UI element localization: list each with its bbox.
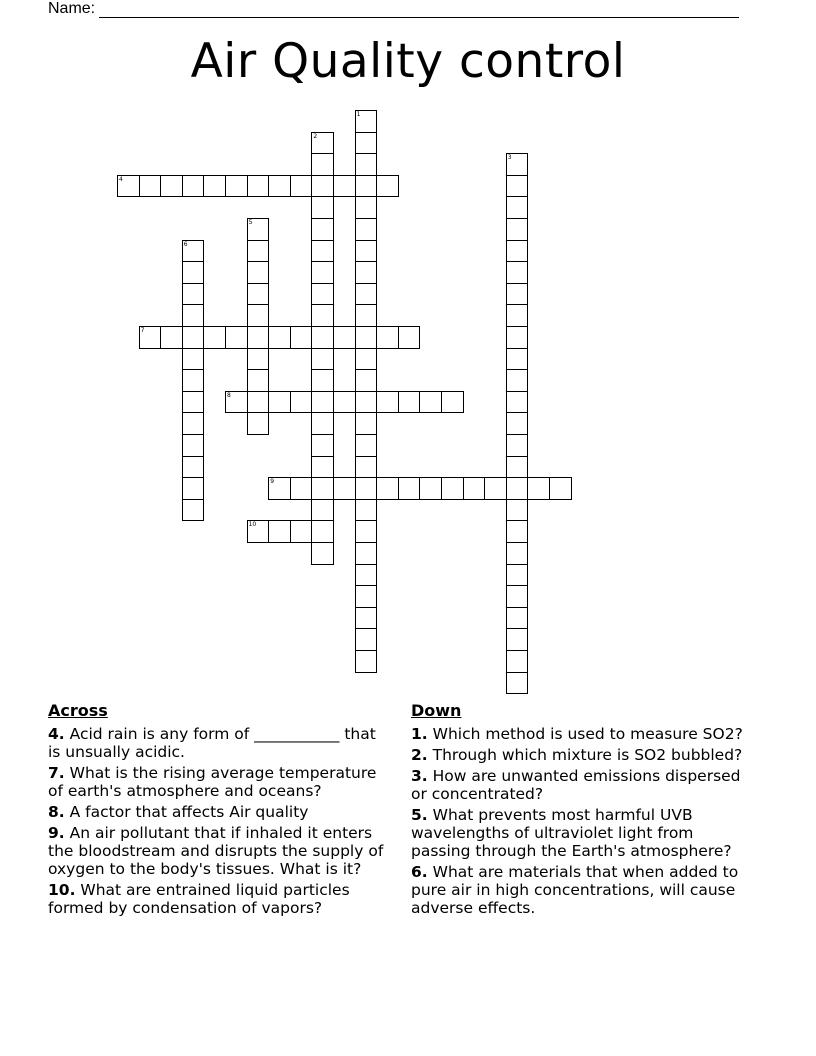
grid-cell[interactable] (139, 175, 162, 198)
grid-cell[interactable] (355, 175, 378, 198)
grid-cell[interactable] (333, 391, 356, 414)
grid-cell[interactable] (182, 283, 205, 306)
grid-cell[interactable] (484, 477, 507, 500)
grid-cell[interactable] (182, 240, 205, 263)
grid-cell[interactable] (506, 456, 529, 479)
grid-cell[interactable] (506, 520, 529, 543)
grid-cell[interactable] (268, 520, 291, 543)
grid-cell[interactable] (311, 218, 334, 241)
grid-cell[interactable] (419, 391, 442, 414)
grid-cell[interactable] (506, 628, 529, 651)
name-label: Name: (48, 0, 96, 17)
grid-cell[interactable] (311, 132, 334, 155)
page-title: Air Quality control (190, 34, 626, 89)
grid-cell[interactable] (506, 585, 529, 608)
grid-cell[interactable] (506, 477, 529, 500)
clue-number: 2 (313, 132, 318, 140)
grid-cell[interactable] (182, 477, 205, 500)
grid-cell[interactable] (268, 477, 291, 500)
grid-cell[interactable] (311, 261, 334, 284)
grid-cell[interactable] (225, 326, 248, 349)
grid-cell[interactable] (398, 477, 421, 500)
grid-cell[interactable] (355, 304, 378, 327)
grid-cell[interactable] (506, 175, 529, 198)
grid-cell[interactable] (182, 391, 205, 414)
grid-cell[interactable] (247, 304, 270, 327)
grid-cell[interactable] (182, 326, 205, 349)
grid-cell[interactable] (311, 304, 334, 327)
grid-cell[interactable] (355, 412, 378, 435)
grid-cell[interactable] (355, 520, 378, 543)
clue-number: 6 (183, 240, 188, 248)
grid-cell[interactable] (311, 456, 334, 479)
grid-cell[interactable] (355, 391, 378, 414)
clue-across-8: 8. A factor that affects Air quality (48, 803, 309, 821)
across-heading: Across (48, 701, 108, 720)
grid-cell[interactable] (311, 499, 334, 522)
grid-cell[interactable] (290, 477, 313, 500)
grid-cell[interactable] (419, 477, 442, 500)
grid-cell[interactable] (355, 369, 378, 392)
grid-cell[interactable] (506, 542, 529, 565)
grid-cell[interactable] (247, 520, 270, 543)
grid-cell[interactable] (506, 672, 529, 695)
grid-cell[interactable] (506, 434, 529, 457)
grid-cell[interactable] (506, 564, 529, 587)
grid-cell[interactable] (182, 412, 205, 435)
grid-cell[interactable] (355, 499, 378, 522)
grid-cell[interactable] (311, 520, 334, 543)
grid-cell[interactable] (311, 153, 334, 176)
grid-cell[interactable] (506, 499, 529, 522)
clue-number: 3 (507, 154, 512, 162)
grid-cell[interactable] (506, 391, 529, 414)
grid-cell[interactable] (463, 477, 486, 500)
grid-cell[interactable] (355, 132, 378, 155)
grid-cell[interactable] (506, 304, 529, 327)
grid-cell[interactable] (311, 369, 334, 392)
grid-cell[interactable] (355, 196, 378, 219)
grid-cell[interactable] (376, 391, 399, 414)
grid-cell[interactable] (311, 283, 334, 306)
clue-number: 4 (119, 175, 123, 183)
grid-cell[interactable] (225, 391, 248, 414)
grid-cell[interactable] (355, 218, 378, 241)
clue-number: 7 (140, 327, 145, 334)
grid-cell[interactable] (311, 196, 334, 219)
grid-cell[interactable] (225, 175, 248, 198)
clue-number: 10 (248, 521, 257, 529)
clue-number: 5 (248, 219, 253, 226)
grid-cell[interactable] (355, 650, 378, 673)
grid-cell[interactable] (506, 412, 529, 435)
grid-cell[interactable] (311, 412, 334, 435)
grid-cell[interactable] (268, 175, 291, 198)
grid-cell[interactable] (506, 369, 529, 392)
grid-cell[interactable] (247, 369, 270, 392)
grid-cell[interactable] (247, 240, 270, 263)
grid-cell[interactable] (247, 412, 270, 435)
grid-cell[interactable] (506, 240, 529, 263)
grid-cell[interactable] (182, 304, 205, 327)
clue-number: 1 (356, 111, 361, 118)
grid-cell[interactable] (355, 607, 378, 630)
grid-cell[interactable] (376, 326, 399, 349)
grid-cell[interactable] (311, 391, 334, 414)
grid-cell[interactable] (355, 348, 378, 371)
grid-cell[interactable] (182, 348, 205, 371)
grid-cell[interactable] (268, 326, 291, 349)
grid-cell[interactable] (506, 348, 529, 371)
grid-cell[interactable] (182, 499, 205, 522)
grid-cell[interactable] (247, 218, 270, 241)
clue-down-1: 1. Which method is used to measure SO2? (411, 725, 743, 743)
grid-cell[interactable] (203, 326, 226, 349)
grid-cell[interactable] (203, 175, 226, 198)
down-heading: Down (411, 701, 462, 720)
across-clues (48, 701, 388, 920)
grid-cell[interactable] (355, 153, 378, 176)
grid-cell[interactable] (506, 218, 529, 241)
grid-cell[interactable] (355, 283, 378, 306)
grid-cell[interactable] (333, 175, 356, 198)
grid-cell[interactable] (441, 477, 464, 500)
grid-cell[interactable] (355, 542, 378, 565)
grid-cell[interactable] (527, 477, 550, 500)
grid-cell[interactable] (311, 326, 334, 349)
grid-cell[interactable] (506, 261, 529, 284)
clue-number: 9 (270, 478, 275, 486)
grid-cell[interactable] (355, 628, 378, 651)
clue-across-9: 9. An air pollutant that if inhaled it enters the bloodstream and disrupts the supply of oxygen to the body's tissues. What is it? (48, 824, 384, 878)
grid-cell[interactable] (182, 261, 205, 284)
clue-down-5: 5. What prevents most harmful UVB wavelengths of ultraviolet light from passing through the Earth's atmosphere? (411, 806, 732, 860)
grid-cell[interactable] (376, 477, 399, 500)
grid-cell[interactable] (398, 326, 421, 349)
grid-cell[interactable] (139, 326, 162, 349)
grid-cell[interactable] (355, 456, 378, 479)
grid-cell[interactable] (311, 477, 334, 500)
clue-down-2: 2. Through which mixture is SO2 bubbled? (411, 746, 743, 764)
grid-cell[interactable] (247, 175, 270, 198)
grid-cell[interactable] (290, 175, 313, 198)
down-clues (411, 701, 751, 920)
grid-cell[interactable] (182, 434, 205, 457)
grid-cell[interactable] (506, 196, 529, 219)
grid-cell[interactable] (506, 283, 529, 306)
grid-cell[interactable] (355, 564, 378, 587)
grid-cell[interactable] (182, 456, 205, 479)
clue-across-7: 7. What is the rising average temperature of earth's atmosphere and oceans? (48, 764, 377, 800)
clue-down-6: 6. What are materials that when added to pure air in high concentrations, will cause adverse effects. (411, 863, 739, 917)
clue-number: 8 (227, 391, 231, 399)
clue-across-10: 10. What are entrained liquid particles formed by condensation of vapors? (48, 881, 350, 917)
grid-cell[interactable] (398, 391, 421, 414)
grid-cell[interactable] (506, 607, 529, 630)
grid-cell[interactable] (160, 175, 183, 198)
grid-cell[interactable] (355, 477, 378, 500)
grid-cell[interactable] (355, 434, 378, 457)
grid-cell[interactable] (311, 434, 334, 457)
grid-cell[interactable] (247, 326, 270, 349)
grid-cell[interactable] (290, 391, 313, 414)
grid-cell[interactable] (333, 326, 356, 349)
grid-cell[interactable] (355, 240, 378, 263)
grid-cell[interactable] (290, 326, 313, 349)
grid-cell[interactable] (311, 542, 334, 565)
grid-cell[interactable] (182, 369, 205, 392)
grid-cell[interactable] (182, 175, 205, 198)
grid-cell[interactable] (506, 326, 529, 349)
grid-cell[interactable] (441, 391, 464, 414)
clue-down-3: 3. How are unwanted emissions dispersed or concentrated? (411, 767, 741, 803)
grid-cell[interactable] (160, 326, 183, 349)
grid-cell[interactable] (355, 261, 378, 284)
grid-cell[interactable] (311, 175, 334, 198)
grid-cell[interactable] (506, 650, 529, 673)
clue-across-4: 4. Acid rain is any form of ___________ that is unsually acidic. (48, 725, 376, 761)
grid-cell[interactable] (290, 520, 313, 543)
grid-cell[interactable] (311, 348, 334, 371)
grid-cell[interactable] (268, 391, 291, 414)
grid-cell[interactable] (333, 477, 356, 500)
grid-cell[interactable] (355, 326, 378, 349)
grid-cell[interactable] (376, 175, 399, 198)
grid-cell[interactable] (117, 175, 140, 198)
grid-cell[interactable] (247, 283, 270, 306)
grid-cell[interactable] (311, 240, 334, 263)
grid-cell[interactable] (506, 153, 529, 176)
grid-cell[interactable] (355, 585, 378, 608)
grid-cell[interactable] (247, 261, 270, 284)
grid-cell[interactable] (355, 110, 378, 133)
grid-cell[interactable] (247, 391, 270, 414)
grid-cell[interactable] (549, 477, 572, 500)
grid-cell[interactable] (247, 348, 270, 371)
